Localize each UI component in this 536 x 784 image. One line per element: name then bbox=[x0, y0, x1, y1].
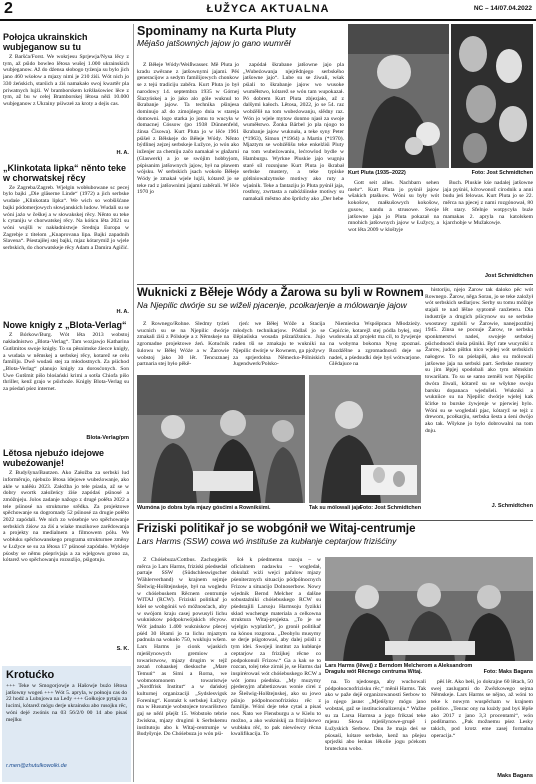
rowne-col-3 bbox=[329, 321, 421, 371]
masthead-rule bbox=[0, 19, 536, 21]
photo-credit-pluta: Foto: Jost Schmidtchen bbox=[471, 170, 533, 176]
visitors-photo-icon bbox=[137, 375, 305, 503]
subheadline-pluta: Mějašo jatšowných jajow jo gano wumrěł bbox=[137, 38, 291, 48]
article-klinkotata-body bbox=[3, 185, 129, 309]
photo-easter-eggs bbox=[451, 24, 533, 168]
headline-blota: Nowe knigły z „Blota-Verlag“ bbox=[3, 320, 127, 331]
harms-col-1 bbox=[137, 557, 227, 781]
body-text: pěś lět. Ako bełí, jo dokrajne 60 lětach, 50 swej zaslugami do Zwězkowego sejma Němskeje. Lars Harms se nějno, až wóni to teke k nowym wuspěcham w krajnem politice. „Tenrac ony na kużdy pad byś lěpše ako 2017 z jano 3,3 procentami“, wón podšmarno. „Pak možnemu pśez Lesky takich, pod krotz eme zasej formalna operacija.“ bbox=[431, 679, 533, 739]
byline: Maks Bagans bbox=[497, 773, 533, 779]
caption-painting: Tak su mólowali jaja. bbox=[309, 505, 363, 511]
newspaper-title: ŁUŽYCA AKTUALNA bbox=[206, 3, 330, 15]
rowne-side-col bbox=[425, 287, 533, 503]
article-rowne bbox=[137, 287, 533, 515]
headline-harms: Friziski politikař jo se wobgónił we Witaj-centrumje bbox=[137, 523, 416, 535]
byline: H. A. bbox=[116, 308, 129, 315]
body-text: na. To njedosega, aby wuchowali pódpołnocnofrizisku rěc,“ měnił Harms. Tak ako w paže dejě organizowanosti Serbow to jo njego jasne: „Mjeńšyny mógu jano wobstaś, gaž se institucionalizeruju.“ Wažne su za Larsa Harmsa a jogo frikzaś teke mjenu Słowa mjeńšynowe-grupě i Łužyskich Serbow. Dnu že maja deś se pśosaśi, kótare serbske, kenž na pšejsu sprjeźki abo łenkas lěkolie jogu pćekom brutecknu wobo. bbox=[325, 679, 426, 753]
body-text: Z Budyšyna/Bautzen. Ako Załožba za serbski lud informěrujo, njebuźo lětosa idejowe wubeźowanje, ako akle w nalěśu 2023. Załožba jo tele pśasla, až se w dobry swortk załožeńcy źiśe zapódaś pśinosé a zmóžnjeju. Jolos zadanje nažogo z drugé połěta 2022 a tele pśinosé na strukturne srědka. Za projektowe spěchowanje su dogromady 52 pśinosé za drugie połěto 2022 zapódali. We nich zo wósebnje wo spěchowanje serbskich źiśow za źiś a wiake muzikowe zarědowanja a projekty na medialnem a filmowem pólu. We wobłuku spěchowanskego programa strukturnee změny w Łužyce se su za lětosa 17 pśinosé zapódało. Wykleje pśosby se němu pśeprivjaja a za wjelgowu grono za, kótarež wo spěchowanju rozsuźijo, pśigotuju. bbox=[3, 470, 129, 564]
photo-credit-rowne: Foto: Jost Schmidtchen bbox=[359, 505, 421, 511]
body-text: šoł k pśedmemu razoju – w oficialnem nadawku – wogledał, dokulaž wiźi wejci pařalow mjazy pśeniterznych situacijo pódpólnocnych Frizow a situacijo Dolnoserbow. Nowy wjednik Bernd Melcher a dalšne sobustaźniki chóśebuskego RCW su pśedstajili Larsoju Harmsoju fyzikki skład wuchenge materiala a celkowna struktura Witaj-projekta. „To je se wjelgin wyplatilo“, jo gronił politikař na kónou rozgrona. „Deobylu musymy se derje pśigotowaś, aby dalej pśiśli z tym idei. Swojeji institut za kubłanje ceptarjow za frizijkej rěcne co podpokonuli Frizow.“ Ga a kak se to rozcan, tolej teke zirniś je, se Harms dał inspirérowaś wót chóśebuskego RCW a wót jomu pśednka. „My muzymy pjedenyjm afabetizowas wonie cirei z ze Šlešwig-Holštejnskej, ako su jowo pśinjo pódpolnocnofrizisku rěc z familije. Wóni deje teke cytaś a pisaś nos. Ňato we Flensburgu a w Kielu to možno, a ako wukniskij za frizijskowo wubłaku rěć, to pak niewówcy rěcna kwalifikacija. To bbox=[231, 557, 321, 738]
krotucko-email[interactable]: r.men@zhutulkowolki.de bbox=[6, 763, 67, 769]
left-column bbox=[3, 30, 129, 653]
body-text: +++ Teke w Smogorjowje a Hašowje buźo lětosa jatšowny wogeń +++ Wót 5. apryla, w połnoju cas do 22 hodź a Lubnjowa na Leđy +++ Gołkojce pytaju za lucimi, kótarež mógu derje ukrainsku abo rusojku rěc, wóni dejé zwónis na 03 56/2/0 00 14 abo pisaś mejlku bbox=[6, 683, 128, 723]
byline: Blota-Verlag/pm bbox=[86, 435, 129, 442]
pluta-col-4 bbox=[443, 180, 533, 272]
section-divider bbox=[137, 520, 533, 521]
article-idea-contest-body bbox=[3, 470, 129, 646]
body-text: Z Baršća/Forst. We wokrjesu Sprjewja/Nysa lěcy z tym, až pśido bowleo lětosa wušej 1.000 ukrainskich wubjeganow. Až do dźensa słobogo tyźenja su bylo jich jano 460 wśołow a mjazy nimi je 210 źiśi. Wót nich jo 330 źeńskich, starśich a źiś namakało swoj kwartěr pla priwatnych lujźi. W bramborskem krěźłaśowiec lěce z tym, až bu w celej Bramborskej lětosa něźi 10.000 wubjeganow z Ukrainy pśiwzeł za kroty a dejis cas. bbox=[3, 54, 129, 107]
headline-pluta: Spominamy na Kurta Pluty bbox=[137, 24, 297, 38]
body-text: Niemiecka Współpraca Młodzieży. Cepićcie, kotarejž stej pódla byłej, stej wudowala až projekt ma cil, to žywjenje na wobyma bokoma Nysę zpoznaś. Rozdźělne a zgromadnosći deje se nadeś, a pśedsudki deje byś wótwarjone. Glědajuce na bbox=[329, 321, 421, 368]
rowne-col-2 bbox=[233, 321, 325, 371]
byline: H. A. bbox=[116, 150, 129, 156]
harms-meeting-icon bbox=[325, 557, 533, 661]
pluta-col-2 bbox=[243, 62, 344, 280]
body-text: Ze Zagreba/Zagreb. Wjelgin wobłubowane sc pecej bylo bajki „Die gläserne Linde“ (1972) a jich serbske wudaśe „Klinkotata lipka“. We wich so wobšišćane bajki pódomerjowych słowjanskich ludow. Wudali su se wóni jaźo w češkej a w słowakskej rěcy. Něnto su teke k cytaniju w chorwatskej rěcy. Na kóńcu lěta 2021 su wóni wujšli w nakładnistwje Srednja Europa w Zagrebje z titelom „Knaprovana lipa. Bajki zapadnih Slavena“. Pśestajiłej stej bajki, mjaz kótarymiž jo wjele serbskich, do chorwatskeje rěcy Adam a Damira Agičić. bbox=[3, 184, 129, 252]
page-number: 2 bbox=[4, 0, 13, 17]
headline-rowne: Wuknicki z Běłeje Wódy a Žarowa su byli w Rownem bbox=[137, 287, 424, 299]
headline-refugees: Połojca ukrainskich wubjeganow su tu bbox=[3, 32, 88, 52]
krotucko-box bbox=[2, 666, 131, 782]
body-text: Z Bórkow/Burg. Wót lěta 2013 wobstoj nakładnistwo „Blota-Verlag“. Tam wozjawjo Katharina Gutšmitos swoje knigły. To su pěsnimske źiecce knigły, a wudaśa w němskej a serbskej rěcy, kotarež se celu familiju. Dwě wudaśi stej za młodostnych. Za pśichod „Blota-Verlag“ planujo knigły za dorosćonych. Son Uwe Gutšmit pišo blośański krimi a sotša Chiofa pišo thriller, kenž grajo w pśichoźe. Knigły Blota-Verlag su za pśedań pśez internet. bbox=[3, 332, 129, 393]
article-pluta bbox=[137, 24, 533, 282]
caption-visitors: Wumóna jo dobra byla mjazy gósćimi a Rownikśimi. bbox=[137, 505, 271, 511]
body-text: Gott seit alles. Nachbarn sehen mehr“. Kurt Pluta jo pyśnił jajow wšakich ptaškow. Wóni su były wót kokošow, małkušowych kokošow, gusow, nandu a strusowe. Swoje jatšowne jaja jo Pluta pokazał na mnohich jatšownych jajow w Łužycy, a wot lěta 2009 w kloštyje bbox=[348, 180, 439, 233]
body-text: Buch. Pluskie kśe nadalej jatšowne jaja pyśniś, kčrowonož cirodnik a anni budu jeń felowas. Kurt Pluta jo se 22. měrca na pjecej z nami rozgónował, 80 lět stary. Sfelnje wotpycyła buźe mamakas 2. apryla na katolskem kjarchobje w Mužakowje. bbox=[443, 180, 533, 227]
pluta-col-3 bbox=[348, 180, 439, 280]
caption-harms: Lars Harms (lěwej) z Berndom Melcherom a Aleksandrom Dragulu wót Rěcnego centruma Witaj. bbox=[325, 663, 473, 675]
subheadline-rowne: Na Njepilic dwórje su se wiželi pjacenje, pcołkarjenje a mólowanje jajow bbox=[137, 300, 407, 310]
painting-eggs-icon bbox=[309, 375, 421, 503]
byline: Jost Schmidtchen bbox=[484, 273, 533, 279]
byline: S. K. bbox=[116, 646, 129, 653]
krotucko-title: Krotućko bbox=[6, 669, 55, 681]
article-blota-body bbox=[3, 332, 129, 435]
harms-col-4 bbox=[431, 679, 533, 771]
body-text: Z Rownego/Rohne. Sledmy tyźeń wucnich su se na Njepilic dwórje zmakali źiśi z Pólskeje a z Němskeje na zgromadne projektowe źeń. Kotućnik šulowu w Běłej Wóże a w Žarowie wobstoj jako 30 lět. Tencuznaej partnaria stej było pěkě- bbox=[137, 321, 229, 368]
body-text: Z Chóśebuza/Cottbus. Zachopjeńk měrca jo Lars Harms, friziski pśedsedał partaje SSW (Südschleswigscher Wählerverband) w krajnem sejmje Šlešwig-Holštejnskeje, był na wogledu w chóśebuskem Rěcnem centrumje WITAJ (RCW). Friziski politikař jo kšeł se wobgóniś wó móžnosćach, aby w swójom kraju casej powusyli lichu wukniskow pódpokrwójskich rěcyow. Wót jadnalo 1.400 wukniskow pšecej pśéd 30 lětami jo ta lichu mjaztym padnula na wokoło 750, wukluju wšem. Lars Harms jo cionk wjaskich mjeńšynowych gremiow a towaristwow, mjazy drugim w tejž zezań rohaaskej dieskuche „Mare Temuń“ as Simi a Rorna, we wobmotomonem towaristwje „Nordfrisk Institut“ a w dańskej kulturnej organizaciji „Sydslesvigsk Forening“. Kontakt k serbskej Łužycy ma w Husumje wobstojece towarišstwo gaj se něńl pšejšt 15. Wobstoło tebrie žwiskna, mjazy drugimi k Serbskemu institutoju abo k Witaj-centrumje w Budyšynje. Do Chóśebuza jo wón pśi- bbox=[137, 557, 227, 738]
pluta-col-1 bbox=[137, 62, 239, 280]
headline-idea-contest: Lětosa njebuźo idejowe wubeźowanje! bbox=[3, 448, 105, 469]
body-text: historiju, njejo Žarow tak daloko pěc wót Rownego. Žarow, něga Sorau, jo se teke založył wót serbskich sedlarjow. Serby su tomu móžnje stajali te nad lěšne syptomě ranžeteru. Dla industrije a drugich pśicynow su se serbske wsostawy zgubili w Žarowie, nanejpozdźej 1945. Zinsa se pocsuje Žarow, te serbska sponkmerstwi nadeś, swojeje serbskej pśichodnosći słuśa pśiniki. Byť rate wucyniki z Žarow, judon pištku nico wjelej wót serbskich nałogow. To su pśelapiłi, ako su mólowali jatšowne jaja na serbski part. Serbske mustery su jim lěpjej spodobali ako tym němskim towarišam. To su se samo zeměli wot Njepilic dwóra žiwali, kótarež su se wšykne swoju barsku dopanaca wjedušeli. Wukniki a wukniice su na Njepilic dwórje wjelej kak šćirke to burske źywjenje w pjerwiej bylo. Wóni su se wogledali pjac, kótaryž se tejż z drewom, pcołkarjiu, serbska šesta a śeni dwójo ako tak. Wšykne jo bylo dobrowalni na tom dnju. bbox=[425, 287, 533, 434]
section-divider bbox=[137, 284, 533, 285]
photo-pluta-portrait bbox=[348, 24, 449, 168]
caption-pluta: Kurt Pluta (1935–2022) bbox=[348, 170, 406, 176]
body-text: rjeń: we Běłej Wóže a Stacija młodych technikarjow. Pódlaš jo se šlěpiaśiska wosada pśizańžsnicu. Jujo raden tši se zmakaju te wukniki na Njepilic dwórje w Rownem, ga pjožywy za sprjerdolna Německo-Pólniskich Jugendwerk/Polsko- bbox=[233, 321, 325, 368]
article-harms bbox=[137, 523, 533, 782]
body-text: zapódał škrabane jatšowne jajo pla „Wubeźowanja njejrědnjego serbského jatšowne jajo“. Lube su se źiwali, wśak pśiali to škrabanje jajow wo wusoke wuměłstwo, kótarež se wón tam wupokazał. Pó dobrem Kurt Pluta zbjezjało, až z dalšymi kałoch. Lětosa, 2022, jo se 54. raz wobźělił na tom wubeźowanju, slědny raz. Wón jo wjele mytow donmo njasł za swoje wuměłstwo. Žonka Bärbel jo pla njogo to škrabanje jajow wuknuła, a teke syny Peter (*1963), Simon (*1964) a Martin (*1970). Mjaztym se wobźělišu teke enkelźiśi Pluty na tom wubeźowaniu, lećrowlod bydle w Hamburgu. Wyrkne Pluskie jajo wugnju staré síl rozsnjune Kurt Pluta jo škrabał serbske mustery, a teke typiske gótšniowalzytnske motiwy ako ruty a wjaśnik. Teke a fantaziju jo Pluta pyśnił jaja, rosthny, zwrtasta a nabóźńinske motiwy su namakali městno abo šprůchy ako „Der hebe bbox=[243, 62, 344, 203]
photo-visitors bbox=[137, 375, 305, 503]
photo-harms bbox=[325, 557, 533, 661]
harms-col-2 bbox=[231, 557, 321, 781]
issue-info: NC – 14/07.04.2022 bbox=[473, 5, 532, 12]
subheadline-harms: Lars Harms (SSW) cowa wó instituśe za kubłanje ceptarjow friziśćiny bbox=[137, 536, 397, 546]
photo-painting-eggs bbox=[309, 375, 421, 503]
easter-eggs-icon bbox=[451, 24, 533, 168]
article-refugees-body bbox=[3, 54, 129, 150]
portrait-figure-icon bbox=[348, 24, 449, 168]
body-text: Z Běłeje Wódy/Weißwasser. Mě Pluta jo kradu zwěrane z jatšownymi jajami. Pěś generacijow a sedym familijowych chonkow se z tejú tradiciju zaběra. Kurt Pluta jo był narodowy 14. septembra 1935 w Górnej Šlazyńskej a jo jako alo góle wuknul to škrabanje jajow. Ta technika pšinjesa dominujo až do zimojńego dnia w stareja domowni. logo starka jo jomu to wucyła w domacnej Cóssow (po 1938 Dünnenfeld, źinsa Čisowa). Kurt Pluta jo w lěće 1961 pśišeł z Běłskeje do Běłeje Wódy. Něnto býdlinej zejzej serbskeje Łužyce, jo wón ako inženjer za chemiju začo namakał w głažarni (Glaswerk) a jo se swójim hobbyjom, pśpisanim jatšownych jajow, był na pławem wójsku. W serbskich jsach wokoło Běłeje Wódy je zmakał wjele lujźi, kótarež jo se teke rad z jatšownimi jajami zaběrali. W lěće 1970 jo bbox=[137, 62, 239, 196]
headline-klinkotata: „Klinkotata lipka“ něnto teke w chorwatskej rěcy bbox=[3, 162, 127, 183]
harms-col-3 bbox=[325, 679, 426, 779]
byline: J. Schmidtchen bbox=[491, 503, 533, 509]
photo-credit-harms: Foto: Maks Bagans bbox=[483, 669, 533, 675]
rowne-col-1 bbox=[137, 321, 229, 371]
column-divider bbox=[133, 24, 134, 782]
krotucko-body bbox=[2, 683, 131, 763]
